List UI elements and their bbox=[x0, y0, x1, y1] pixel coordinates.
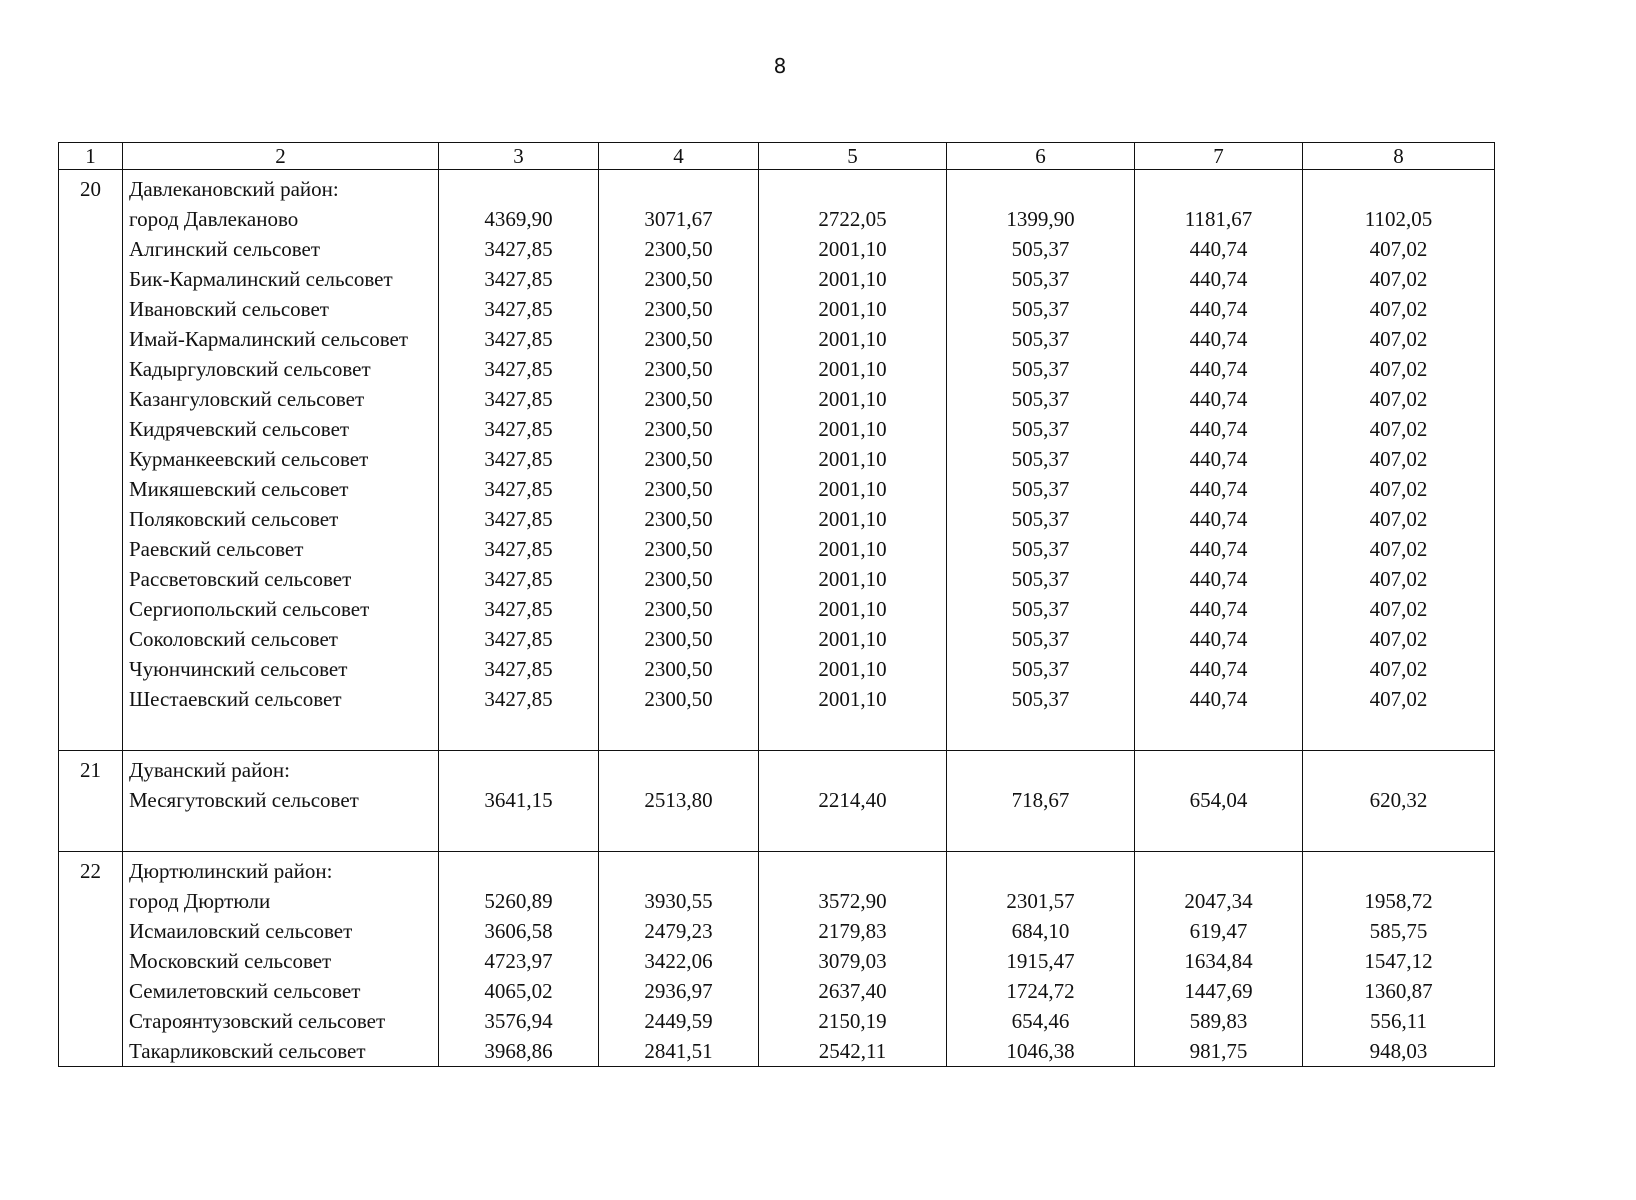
value-cell-col-6: 1915,47 bbox=[947, 946, 1135, 976]
value-cell-col-5: 2001,10 bbox=[759, 234, 947, 264]
value-cell-col-3: 3427,85 bbox=[439, 654, 599, 684]
settlement-name: Бик-Кармалинский сельсовет bbox=[123, 264, 439, 294]
settlement-name: Исмаиловский сельсовет bbox=[123, 916, 439, 946]
column-header-5: 5 bbox=[759, 143, 947, 170]
district-group bbox=[59, 170, 1495, 751]
district-number: 22 bbox=[59, 852, 123, 1067]
value-cell-col-8: 407,02 bbox=[1303, 294, 1495, 324]
value-cell-col-4: 2300,50 bbox=[599, 654, 759, 684]
settlement-name: город Дюртюли bbox=[123, 886, 439, 916]
empty-cell bbox=[1135, 714, 1303, 751]
value-cell-col-7: 440,74 bbox=[1135, 294, 1303, 324]
value-cell-col-3: 3427,85 bbox=[439, 234, 599, 264]
value-cell-col-5: 2001,10 bbox=[759, 594, 947, 624]
settlement-name: Кадыргуловский сельсовет bbox=[123, 354, 439, 384]
value-cell-col-3: 3427,85 bbox=[439, 624, 599, 654]
value-cell-col-7: 440,74 bbox=[1135, 534, 1303, 564]
value-cell-col-5: 2001,10 bbox=[759, 534, 947, 564]
settlement-name: Курманкеевский сельсовет bbox=[123, 444, 439, 474]
value-cell-col-5: 2001,10 bbox=[759, 354, 947, 384]
value-cell-col-5: 2722,05 bbox=[759, 204, 947, 234]
empty-cell bbox=[599, 751, 759, 786]
district-number: 21 bbox=[59, 751, 123, 852]
value-cell-col-7: 440,74 bbox=[1135, 444, 1303, 474]
value-cell-col-7: 1634,84 bbox=[1135, 946, 1303, 976]
value-cell-col-8: 407,02 bbox=[1303, 594, 1495, 624]
value-cell-col-8: 407,02 bbox=[1303, 234, 1495, 264]
value-cell-col-8: 556,11 bbox=[1303, 1006, 1495, 1036]
value-cell-col-3: 4723,97 bbox=[439, 946, 599, 976]
empty-cell bbox=[1135, 751, 1303, 786]
value-cell-col-8: 407,02 bbox=[1303, 684, 1495, 714]
value-cell-col-6: 684,10 bbox=[947, 916, 1135, 946]
value-cell-col-4: 2841,51 bbox=[599, 1036, 759, 1067]
table-row bbox=[59, 384, 1495, 414]
value-cell-col-6: 1399,90 bbox=[947, 204, 1135, 234]
value-cell-col-4: 2300,50 bbox=[599, 684, 759, 714]
value-cell-col-5: 2001,10 bbox=[759, 294, 947, 324]
value-cell-col-8: 407,02 bbox=[1303, 384, 1495, 414]
value-cell-col-6: 505,37 bbox=[947, 444, 1135, 474]
district-group bbox=[59, 751, 1495, 852]
value-cell-col-3: 3427,85 bbox=[439, 564, 599, 594]
settlement-name: Рассветовский сельсовет bbox=[123, 564, 439, 594]
column-header-1: 1 bbox=[59, 143, 123, 170]
value-cell-col-6: 505,37 bbox=[947, 564, 1135, 594]
value-cell-col-5: 2150,19 bbox=[759, 1006, 947, 1036]
empty-cell bbox=[759, 714, 947, 751]
empty-cell bbox=[947, 852, 1135, 887]
value-cell-col-6: 505,37 bbox=[947, 684, 1135, 714]
empty-cell bbox=[759, 751, 947, 786]
value-cell-col-6: 505,37 bbox=[947, 384, 1135, 414]
value-cell-col-6: 505,37 bbox=[947, 624, 1135, 654]
value-cell-col-7: 440,74 bbox=[1135, 384, 1303, 414]
empty-cell bbox=[599, 714, 759, 751]
district-row bbox=[59, 751, 1495, 786]
table-row bbox=[59, 264, 1495, 294]
empty-cell bbox=[1303, 852, 1495, 887]
settlement-name: Такарликовский сельсовет bbox=[123, 1036, 439, 1067]
value-cell-col-5: 3572,90 bbox=[759, 886, 947, 916]
empty-cell bbox=[1303, 170, 1495, 205]
value-cell-col-3: 3427,85 bbox=[439, 294, 599, 324]
value-cell-col-5: 3079,03 bbox=[759, 946, 947, 976]
settlement-name: Староянтузовский сельсовет bbox=[123, 1006, 439, 1036]
table-row bbox=[59, 624, 1495, 654]
value-cell-col-3: 3427,85 bbox=[439, 324, 599, 354]
value-cell-col-3: 3427,85 bbox=[439, 594, 599, 624]
settlement-name: Сергиопольский сельсовет bbox=[123, 594, 439, 624]
settlement-name: Казангуловский сельсовет bbox=[123, 384, 439, 414]
value-cell-col-6: 505,37 bbox=[947, 534, 1135, 564]
settlement-name: Микяшевский сельсовет bbox=[123, 474, 439, 504]
value-cell-col-6: 505,37 bbox=[947, 414, 1135, 444]
value-cell-col-7: 654,04 bbox=[1135, 785, 1303, 815]
value-cell-col-4: 3422,06 bbox=[599, 946, 759, 976]
empty-cell bbox=[439, 815, 599, 852]
empty-cell bbox=[1135, 815, 1303, 852]
value-cell-col-4: 2300,50 bbox=[599, 624, 759, 654]
column-header-8: 8 bbox=[1303, 143, 1495, 170]
empty-cell bbox=[123, 714, 439, 751]
value-cell-col-7: 440,74 bbox=[1135, 264, 1303, 294]
value-cell-col-8: 407,02 bbox=[1303, 264, 1495, 294]
value-cell-col-7: 589,83 bbox=[1135, 1006, 1303, 1036]
value-cell-col-3: 3427,85 bbox=[439, 444, 599, 474]
page-number: 8 bbox=[773, 54, 787, 78]
district-group bbox=[59, 852, 1495, 1067]
table-row bbox=[59, 785, 1495, 815]
value-cell-col-6: 1046,38 bbox=[947, 1036, 1135, 1067]
value-cell-col-3: 3427,85 bbox=[439, 474, 599, 504]
empty-cell bbox=[947, 170, 1135, 205]
value-cell-col-3: 4369,90 bbox=[439, 204, 599, 234]
value-cell-col-6: 505,37 bbox=[947, 294, 1135, 324]
value-cell-col-8: 407,02 bbox=[1303, 324, 1495, 354]
empty-cell bbox=[439, 170, 599, 205]
settlement-name: Раевский сельсовет bbox=[123, 534, 439, 564]
value-cell-col-7: 440,74 bbox=[1135, 234, 1303, 264]
value-cell-col-8: 407,02 bbox=[1303, 444, 1495, 474]
district-name: Дуванский район: bbox=[123, 751, 439, 786]
value-cell-col-5: 2001,10 bbox=[759, 684, 947, 714]
empty-cell bbox=[599, 170, 759, 205]
value-cell-col-7: 619,47 bbox=[1135, 916, 1303, 946]
spacer-row bbox=[59, 815, 1495, 852]
value-cell-col-7: 440,74 bbox=[1135, 594, 1303, 624]
table-row bbox=[59, 444, 1495, 474]
value-cell-col-6: 505,37 bbox=[947, 504, 1135, 534]
value-cell-col-4: 3930,55 bbox=[599, 886, 759, 916]
value-cell-col-4: 2300,50 bbox=[599, 324, 759, 354]
settlement-name: Поляковский сельсовет bbox=[123, 504, 439, 534]
value-cell-col-5: 2001,10 bbox=[759, 264, 947, 294]
settlement-name: Чуюнчинский сельсовет bbox=[123, 654, 439, 684]
district-row bbox=[59, 170, 1495, 205]
empty-cell bbox=[599, 815, 759, 852]
value-cell-col-5: 2001,10 bbox=[759, 654, 947, 684]
value-cell-col-5: 2637,40 bbox=[759, 976, 947, 1006]
value-cell-col-7: 440,74 bbox=[1135, 624, 1303, 654]
table-row bbox=[59, 474, 1495, 504]
value-cell-col-5: 2001,10 bbox=[759, 504, 947, 534]
empty-cell bbox=[759, 170, 947, 205]
value-cell-col-3: 3427,85 bbox=[439, 354, 599, 384]
table-row bbox=[59, 1036, 1495, 1067]
value-cell-col-8: 407,02 bbox=[1303, 414, 1495, 444]
value-cell-col-4: 2300,50 bbox=[599, 384, 759, 414]
settlement-name: Семилетовский сельсовет bbox=[123, 976, 439, 1006]
value-cell-col-8: 407,02 bbox=[1303, 354, 1495, 384]
value-cell-col-4: 2300,50 bbox=[599, 234, 759, 264]
value-cell-col-4: 2300,50 bbox=[599, 354, 759, 384]
value-cell-col-3: 3427,85 bbox=[439, 534, 599, 564]
table-row bbox=[59, 654, 1495, 684]
value-cell-col-6: 505,37 bbox=[947, 654, 1135, 684]
value-cell-col-3: 3427,85 bbox=[439, 264, 599, 294]
value-cell-col-8: 620,32 bbox=[1303, 785, 1495, 815]
empty-cell bbox=[599, 852, 759, 887]
value-cell-col-5: 2001,10 bbox=[759, 474, 947, 504]
value-cell-col-3: 3606,58 bbox=[439, 916, 599, 946]
district-name: Дюртюлинский район: bbox=[123, 852, 439, 887]
table-row bbox=[59, 594, 1495, 624]
value-cell-col-3: 5260,89 bbox=[439, 886, 599, 916]
district-number: 20 bbox=[59, 170, 123, 751]
value-cell-col-7: 440,74 bbox=[1135, 684, 1303, 714]
value-cell-col-6: 505,37 bbox=[947, 324, 1135, 354]
settlement-name: город Давлеканово bbox=[123, 204, 439, 234]
value-cell-col-3: 3576,94 bbox=[439, 1006, 599, 1036]
value-cell-col-8: 407,02 bbox=[1303, 474, 1495, 504]
value-cell-col-4: 2300,50 bbox=[599, 534, 759, 564]
settlement-name: Имай-Кармалинский сельсовет bbox=[123, 324, 439, 354]
value-cell-col-8: 1360,87 bbox=[1303, 976, 1495, 1006]
column-header-7: 7 bbox=[1135, 143, 1303, 170]
value-cell-col-4: 2300,50 bbox=[599, 294, 759, 324]
district-name: Давлекановский район: bbox=[123, 170, 439, 205]
value-cell-col-6: 505,37 bbox=[947, 354, 1135, 384]
value-cell-col-3: 3427,85 bbox=[439, 414, 599, 444]
empty-cell bbox=[759, 815, 947, 852]
spacer-row bbox=[59, 714, 1495, 751]
empty-cell bbox=[947, 751, 1135, 786]
table-row bbox=[59, 1006, 1495, 1036]
value-cell-col-4: 2300,50 bbox=[599, 504, 759, 534]
value-cell-col-5: 2001,10 bbox=[759, 384, 947, 414]
value-cell-col-3: 3968,86 bbox=[439, 1036, 599, 1067]
value-cell-col-4: 2513,80 bbox=[599, 785, 759, 815]
value-cell-col-8: 1547,12 bbox=[1303, 946, 1495, 976]
value-cell-col-3: 3641,15 bbox=[439, 785, 599, 815]
value-cell-col-6: 1724,72 bbox=[947, 976, 1135, 1006]
value-cell-col-6: 654,46 bbox=[947, 1006, 1135, 1036]
value-cell-col-7: 440,74 bbox=[1135, 414, 1303, 444]
value-cell-col-5: 2001,10 bbox=[759, 564, 947, 594]
table-row bbox=[59, 324, 1495, 354]
header-row bbox=[59, 143, 1495, 170]
empty-cell bbox=[947, 714, 1135, 751]
table-row bbox=[59, 234, 1495, 264]
value-cell-col-4: 2449,59 bbox=[599, 1006, 759, 1036]
value-cell-col-7: 440,74 bbox=[1135, 474, 1303, 504]
empty-cell bbox=[1303, 714, 1495, 751]
settlement-name: Шестаевский сельсовет bbox=[123, 684, 439, 714]
settlement-name: Алгинский сельсовет bbox=[123, 234, 439, 264]
settlement-name: Соколовский сельсовет bbox=[123, 624, 439, 654]
empty-cell bbox=[1135, 852, 1303, 887]
value-cell-col-5: 2001,10 bbox=[759, 414, 947, 444]
empty-cell bbox=[123, 815, 439, 852]
value-cell-col-4: 2300,50 bbox=[599, 564, 759, 594]
table-row bbox=[59, 354, 1495, 384]
value-cell-col-6: 505,37 bbox=[947, 264, 1135, 294]
value-cell-col-4: 2300,50 bbox=[599, 594, 759, 624]
value-cell-col-6: 2301,57 bbox=[947, 886, 1135, 916]
value-cell-col-7: 2047,34 bbox=[1135, 886, 1303, 916]
value-cell-col-5: 2001,10 bbox=[759, 444, 947, 474]
value-cell-col-5: 2179,83 bbox=[759, 916, 947, 946]
value-cell-col-5: 2001,10 bbox=[759, 324, 947, 354]
value-cell-col-8: 407,02 bbox=[1303, 624, 1495, 654]
value-cell-col-5: 2001,10 bbox=[759, 624, 947, 654]
settlement-name: Московский сельсовет bbox=[123, 946, 439, 976]
table-row bbox=[59, 886, 1495, 916]
table-row bbox=[59, 534, 1495, 564]
empty-cell bbox=[759, 852, 947, 887]
table-row bbox=[59, 916, 1495, 946]
value-cell-col-3: 3427,85 bbox=[439, 684, 599, 714]
value-cell-col-7: 440,74 bbox=[1135, 324, 1303, 354]
table-row bbox=[59, 684, 1495, 714]
value-cell-col-3: 3427,85 bbox=[439, 384, 599, 414]
value-cell-col-3: 4065,02 bbox=[439, 976, 599, 1006]
empty-cell bbox=[1135, 170, 1303, 205]
value-cell-col-8: 1102,05 bbox=[1303, 204, 1495, 234]
column-header-2: 2 bbox=[123, 143, 439, 170]
value-cell-col-8: 948,03 bbox=[1303, 1036, 1495, 1067]
value-cell-col-8: 407,02 bbox=[1303, 564, 1495, 594]
column-header-6: 6 bbox=[947, 143, 1135, 170]
table-row bbox=[59, 946, 1495, 976]
value-cell-col-7: 440,74 bbox=[1135, 654, 1303, 684]
value-cell-col-5: 2542,11 bbox=[759, 1036, 947, 1067]
table-row bbox=[59, 294, 1495, 324]
empty-cell bbox=[1303, 815, 1495, 852]
empty-cell bbox=[947, 815, 1135, 852]
district-row bbox=[59, 852, 1495, 887]
value-cell-col-7: 440,74 bbox=[1135, 564, 1303, 594]
settlement-name: Ивановский сельсовет bbox=[123, 294, 439, 324]
empty-cell bbox=[439, 751, 599, 786]
table-row bbox=[59, 504, 1495, 534]
table-row bbox=[59, 204, 1495, 234]
value-cell-col-8: 407,02 bbox=[1303, 534, 1495, 564]
value-cell-col-4: 2300,50 bbox=[599, 414, 759, 444]
table-row bbox=[59, 976, 1495, 1006]
settlement-name: Месягутовский сельсовет bbox=[123, 785, 439, 815]
value-cell-col-6: 505,37 bbox=[947, 474, 1135, 504]
value-cell-col-8: 1958,72 bbox=[1303, 886, 1495, 916]
data-table bbox=[58, 142, 1495, 1067]
value-cell-col-4: 2300,50 bbox=[599, 474, 759, 504]
table-header bbox=[59, 143, 1495, 170]
value-cell-col-7: 1181,67 bbox=[1135, 204, 1303, 234]
column-header-3: 3 bbox=[439, 143, 599, 170]
value-cell-col-4: 3071,67 bbox=[599, 204, 759, 234]
empty-cell bbox=[1303, 751, 1495, 786]
value-cell-col-5: 2214,40 bbox=[759, 785, 947, 815]
empty-cell bbox=[439, 714, 599, 751]
table-row bbox=[59, 564, 1495, 594]
value-cell-col-4: 2479,23 bbox=[599, 916, 759, 946]
value-cell-col-4: 2300,50 bbox=[599, 444, 759, 474]
value-cell-col-7: 440,74 bbox=[1135, 504, 1303, 534]
value-cell-col-7: 440,74 bbox=[1135, 354, 1303, 384]
value-cell-col-8: 585,75 bbox=[1303, 916, 1495, 946]
value-cell-col-6: 718,67 bbox=[947, 785, 1135, 815]
value-cell-col-7: 1447,69 bbox=[1135, 976, 1303, 1006]
value-cell-col-3: 3427,85 bbox=[439, 504, 599, 534]
value-cell-col-4: 2936,97 bbox=[599, 976, 759, 1006]
column-header-4: 4 bbox=[599, 143, 759, 170]
value-cell-col-6: 505,37 bbox=[947, 234, 1135, 264]
empty-cell bbox=[439, 852, 599, 887]
value-cell-col-6: 505,37 bbox=[947, 594, 1135, 624]
table-row bbox=[59, 414, 1495, 444]
value-cell-col-8: 407,02 bbox=[1303, 654, 1495, 684]
value-cell-col-7: 981,75 bbox=[1135, 1036, 1303, 1067]
value-cell-col-8: 407,02 bbox=[1303, 504, 1495, 534]
settlement-name: Кидрячевский сельсовет bbox=[123, 414, 439, 444]
value-cell-col-4: 2300,50 bbox=[599, 264, 759, 294]
